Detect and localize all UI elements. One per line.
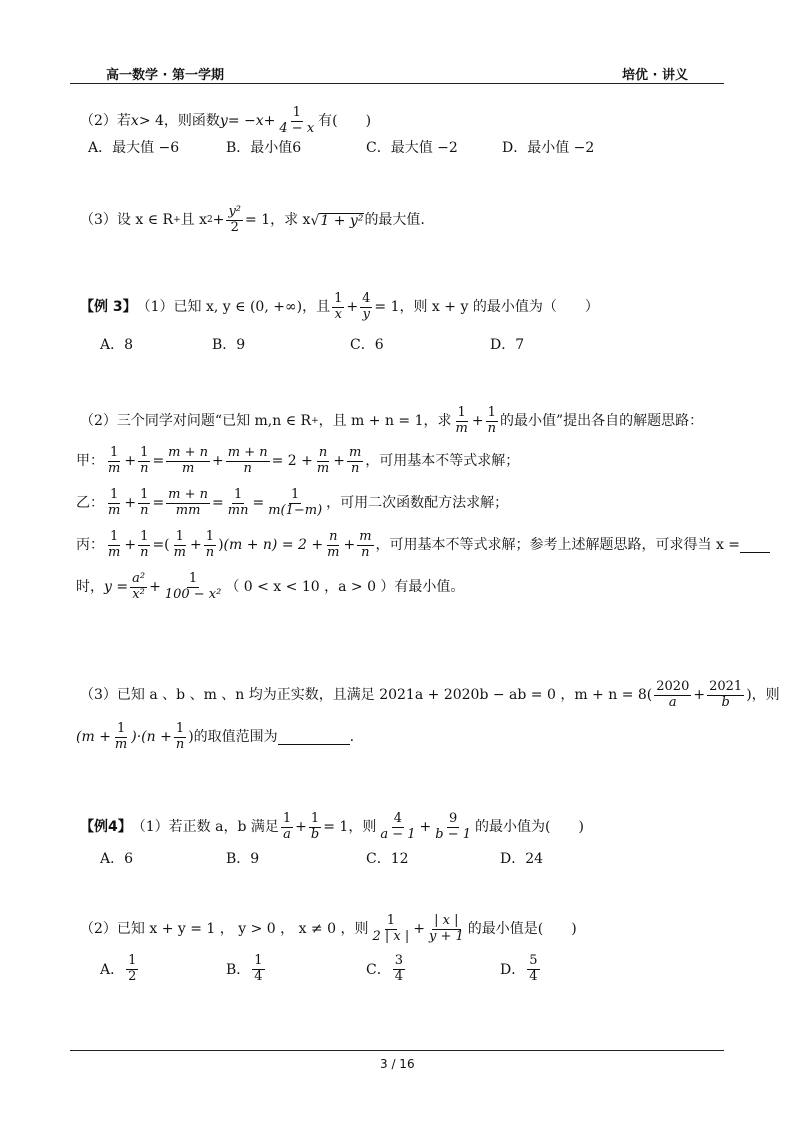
solution-line-5: 时， y = $\frac{\text{a²}}{\text{x²}}$ + $\frac{1}{\text{100 − x²}}$ （ 0 < x < 10 ，a > 0 ）有最小值。 [76, 571, 465, 602]
example-3-q2: （2）三个同学对问题“已知 m,n ∈ R + ，且 m + n = 1，求 $\frac{1}{m}$ + $\frac{1}{n}$ 的最小值”提出各自的解题思路： [80, 405, 704, 436]
option-a[interactable]: A．最大值 −6 [88, 140, 180, 156]
solution-yi: 乙： $\frac{1}{m}$ + $\frac{1}{n}$ = $\frac{m + n}{mm}$ = $\frac{1}{mn}$ = $\frac{1}{m(1-m)}$ ，可用二次函数配方法求解； [76, 487, 509, 518]
header-right: 培优 · 讲义 [622, 68, 688, 83]
option-c[interactable]: C．最大值 −2 [366, 140, 458, 156]
question-2: （2） 若 x > 4，则函数 y = − x + $\frac{1}{4 - x}$ 有( ) [80, 105, 372, 136]
footer-rule [70, 1050, 724, 1051]
header-rule [70, 83, 724, 84]
example-label: 【例4】 [80, 819, 132, 836]
option-a[interactable]: A．8 [100, 337, 134, 353]
option-c[interactable]: C．12 [366, 851, 409, 867]
example-4-q1: 【例4】 （1） 若正数 a，b 满足 $\frac{1}{a}$ + $\frac{1}{b}$ = 1，则 $\frac{4}{a - 1}$ + $\frac{9}{b - 1}$ 的最小值为( ) [80, 811, 584, 842]
answer-blank[interactable] [278, 730, 350, 745]
example-3-q3: （3）已知 a 、b 、m 、n 均为正实数，且满足 2021a + 2020b − ab = 0 ，m + n = 8( $\frac{2020}{a}$ + $\frac{2021}{b}$ )，则 [80, 679, 780, 710]
option-c[interactable]: C．6 [350, 337, 384, 353]
fraction: $\frac{\text{y²}}{2}$ [228, 204, 242, 235]
example-4-q2: （2）已知 x + y = 1 ， y > 0 ， x ≠ 0 ，则 $\frac{1}{2 | x |}$ + $\frac{| x |}{y + 1}$ 的最小值是( ) [80, 913, 577, 944]
option-b[interactable]: B．最小值6 [226, 140, 302, 156]
question-3: （3） 设 x ∈ R + 且 x 2 + $\frac{\text{y²}}{2}$ = 1，求 x √ 1 + y² 的最大值. [80, 204, 425, 235]
option-b[interactable]: B．9 [226, 851, 260, 867]
solution-jia: 甲： $\frac{1}{m}$ + $\frac{1}{n}$ = $\frac{m + n}{m}$ + $\frac{m + n}{n}$ = 2 + $\frac{n}{m}$ + $\frac{m}{n}$ ，可用基本不等式求解； [76, 445, 520, 476]
fraction: $\frac{1}{x}$ [334, 291, 343, 322]
fraction: $\frac{1}{n}$ [487, 405, 496, 436]
option-b[interactable]: B．9 [212, 337, 246, 353]
fraction: $\frac{1}{4 - x}$ [279, 105, 315, 136]
fraction: $\frac{2021}{b}$ [709, 679, 743, 710]
solution-bing: 丙： $\frac{1}{m}$ + $\frac{1}{n}$ = ( $\frac{1}{m}$ + $\frac{1}{n}$ ) (m + n) = 2 + $\frac{n}{m}$ + $\frac{m}{n}$ ，可用基本不等式求解；参考上述解题思路，可求得当 x = [76, 530, 770, 561]
option-a[interactable]: A． $\frac{1}{2}$ [100, 953, 137, 984]
option-d[interactable]: D．最小值 −2 [502, 140, 595, 156]
option-d[interactable]: D．7 [490, 337, 525, 353]
option-a[interactable]: A．6 [100, 851, 134, 867]
fraction: $\frac{4}{y}$ [362, 291, 371, 322]
example-label: 【例 3】 [80, 299, 137, 316]
option-c[interactable]: C． $\frac{3}{4}$ [366, 953, 403, 984]
header-left: 高一数学 · 第一学期 [106, 68, 224, 83]
option-d[interactable]: D．24 [500, 851, 544, 867]
example-3-q3-range: (m + $\frac{1}{m}$ )·(n + $\frac{1}{n}$ ) 的取值范围为 . [76, 721, 355, 752]
page-number: 3 / 16 [380, 1057, 415, 1071]
fraction: $\frac{1}{m}$ [455, 405, 468, 436]
sqrt-symbol: √ 1 + y² [310, 212, 364, 229]
answer-blank[interactable] [740, 538, 770, 553]
option-b[interactable]: B． $\frac{1}{4}$ [226, 953, 263, 984]
example-3-q1: 【例 3】 （1） 已知 x, y ∈ (0, +∞)，且 $\frac{1}{x}$ + $\frac{4}{y}$ = 1，则 x + y 的最小值为（ ） [80, 291, 599, 322]
fraction: $\frac{2020}{a}$ [656, 679, 690, 710]
option-d[interactable]: D． $\frac{5}{4}$ [500, 953, 538, 984]
